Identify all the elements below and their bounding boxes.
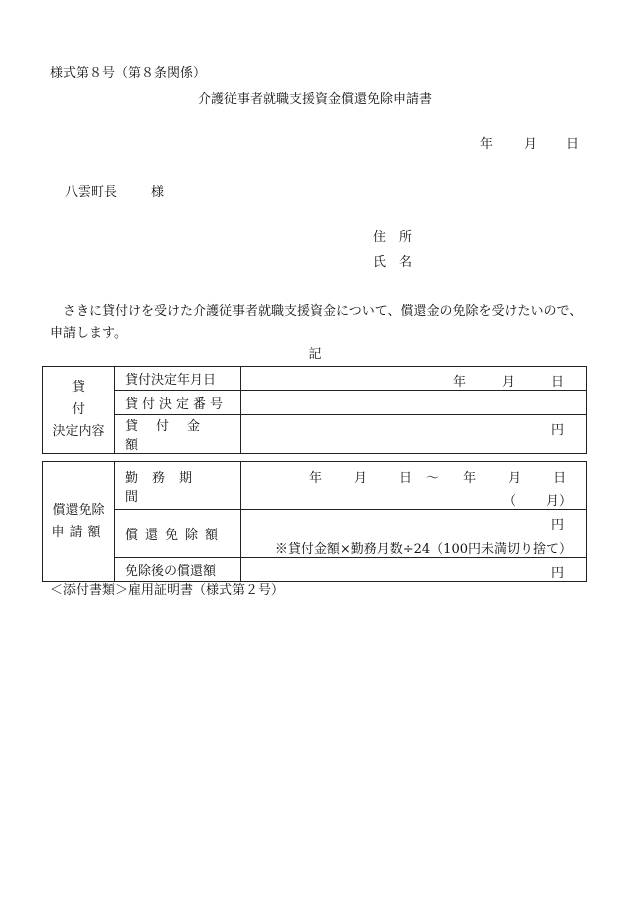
date-day-label: 日: [566, 137, 580, 152]
body-text: さきに貸付けを受けた介護従事者就職支援資金について、償還金の免除を受けたいので、申請します。: [50, 304, 583, 341]
waiver-section-line1: 償還免除: [52, 502, 105, 518]
table-row: [43, 415, 587, 454]
date-year-label: 年: [480, 137, 494, 152]
addressee-honorific: 様: [151, 185, 165, 200]
period-end-day: 日: [553, 471, 567, 486]
work-period-value[interactable]: [241, 462, 587, 510]
loan-date-value[interactable]: [241, 367, 587, 391]
after-waiver-unit: 円: [550, 566, 564, 581]
table-row: [43, 391, 587, 415]
document-title: 介護従事者就職支援資金償還免除申請書: [197, 92, 432, 107]
loan-section-line1-text: 貸 付: [71, 380, 112, 417]
loan-number-label: 貸付決定番号: [115, 391, 241, 415]
loan-section-line2: 決定内容: [52, 424, 105, 439]
period-end-year: 年: [463, 471, 477, 486]
period-tilde: ～: [426, 471, 440, 486]
table-row: [43, 510, 587, 558]
loan-section-label: [43, 367, 115, 454]
waiver-amount-label: 償還免除額: [115, 510, 241, 558]
name-label: 氏 名: [373, 255, 413, 270]
months-open-paren: （: [502, 494, 516, 509]
loan-month-label: 月: [501, 375, 515, 390]
work-months: [503, 490, 572, 509]
loan-number-value[interactable]: [241, 391, 587, 415]
table-row: [43, 367, 587, 391]
period-start-day: 日: [399, 471, 413, 486]
loan-amount-label: 貸付金額: [115, 415, 241, 454]
loan-date-ymd: [453, 371, 564, 390]
ki-marker: 記: [308, 347, 322, 362]
loan-section-line1: [43, 377, 114, 421]
loan-year-label: 年: [452, 375, 466, 390]
waiver-amount-unit: 円: [550, 518, 564, 533]
loan-amount-value[interactable]: [241, 415, 587, 454]
loan-decision-table: [42, 366, 587, 454]
loan-day-label: 日: [550, 375, 564, 390]
waiver-formula-note: ※貸付金額×勤務月数÷24（100円未満切り捨て）: [274, 542, 572, 557]
waiver-application-table: [42, 461, 587, 582]
work-period-range: [309, 467, 566, 486]
addressee-name: 八雲町長: [65, 185, 118, 200]
table-row: [43, 558, 587, 582]
loan-date-label: 貸付決定年月日: [115, 367, 241, 391]
waiver-section-label: [43, 462, 115, 582]
months-close-label: 月）: [545, 494, 572, 509]
loan-amount-unit: 円: [550, 423, 564, 438]
form-number: 様式第８号（第８条関係）: [50, 66, 207, 81]
period-start-month: 月: [354, 471, 368, 486]
attachments-line: ＜添付書類＞雇用証明書（様式第２号）: [50, 583, 285, 598]
after-waiver-label: 免除後の償還額: [115, 558, 241, 582]
waiver-section-line2: 申請額: [51, 524, 106, 540]
after-waiver-value[interactable]: [241, 558, 587, 582]
date-month-label: 月: [524, 137, 538, 152]
table-row: [43, 462, 587, 510]
waiver-amount-value[interactable]: [241, 510, 587, 558]
work-period-label: 勤務期間: [115, 462, 241, 510]
period-start-year: 年: [309, 471, 323, 486]
address-label: 住 所: [373, 230, 413, 245]
period-end-month: 月: [508, 471, 522, 486]
